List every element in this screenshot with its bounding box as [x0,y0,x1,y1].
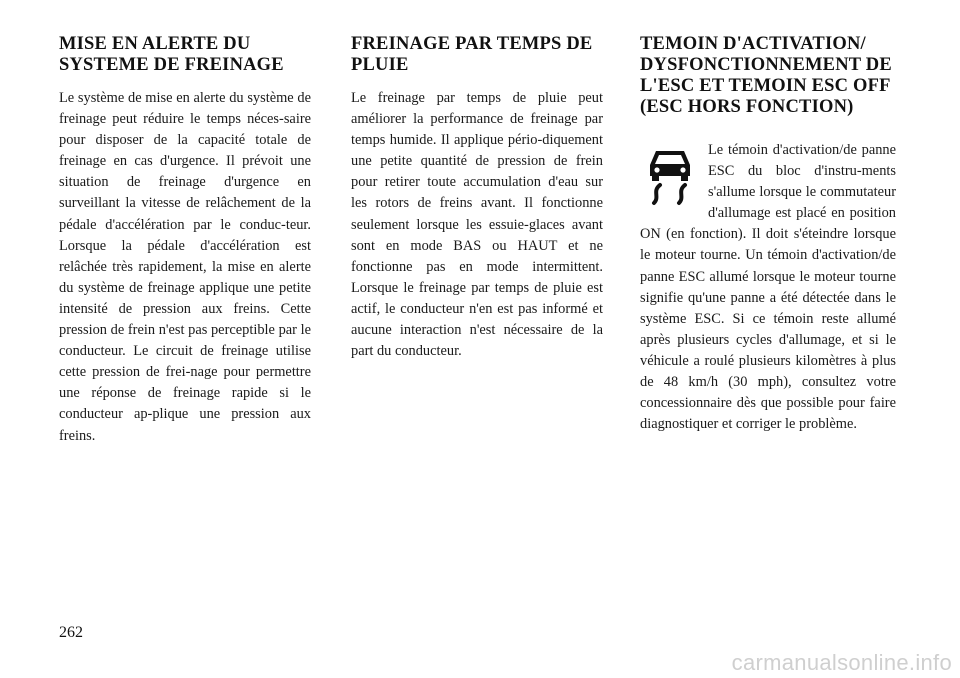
section-body: Le système de mise en alerte du système de freinage peut réduire le temps néces-saire pour disposer de la capacité totale de freinage en cas d'urgence. Il prévoit une situation de freinage d'urgence en surveillant la vitesse de relâchement de la pédale d'accélération par le conduc-teur. Lorsque la pédale d'accélération est relâchée très rapidement, la mise en alerte du système de freinage applique une petite intensité de pression aux freins. Cette pression de frein n'est pas perceptible par le conducteur. Le circuit de freinage utilise cette pression de frei-nage pour permettre une réponse de freinage rapide si le conducteur ap-plique une pression aux freins. [59,90,311,444]
esc-skidding-car-icon [640,142,700,210]
section-esc-indicator [640,34,896,435]
section-body: Le témoin d'activation/de panne ESC du bloc d'instru-ments s'allume lorsque le commutateur d'allumage est placé en position ON (en fonction). Il doit s'éteindre lorsque le moteur tourne. Un témoin d'activation/de panne ESC allumé lorsque le moteur tourne signifie qu'une panne a été détectée dans le système ESC. Si ce témoin reste allumé après plusieurs cycles d'allumage, et si le véhicule a roulé plusieurs kilomètres à plus de 48 km/h (30 mph), consultez votre concessionnaire dès que possible pour faire diagnostiquer et corriger le problème. [640,142,896,433]
section-title: MISE EN ALERTE DU SYSTEME DE FREINAGE [59,34,284,75]
section-brake-assist-alert [59,34,311,447]
section-rain-brake-support [351,34,603,362]
watermark: carmanualsonline.info [731,650,952,675]
section-body: Le freinage par temps de pluie peut améliorer la performance de freinage par temps humide. Il applique pério-diquement une petite quantité de pression de frein pour retirer toute accumulation d'eau sur les rotors de freins avant. Il fonctionne seulement lorsque les essuie-glaces avant sont en mode BAS ou HAUT et ne fonctionne pas en mode intermittent. Lorsque le freinage par temps de pluie est actif, le conducteur n'en est pas informé et aucune interaction n'est nécessaire de la part du conducteur. [351,90,603,360]
section-title: FREINAGE PAR TEMPS DE PLUIE [351,34,593,75]
section-title: TEMOIN D'ACTIVATION/ DYSFONCTIONNEMENT DE L'ESC ET TEMOIN ESC OFF (ESC HORS FONCTION) [640,34,892,117]
page-number: 262 [59,624,83,641]
